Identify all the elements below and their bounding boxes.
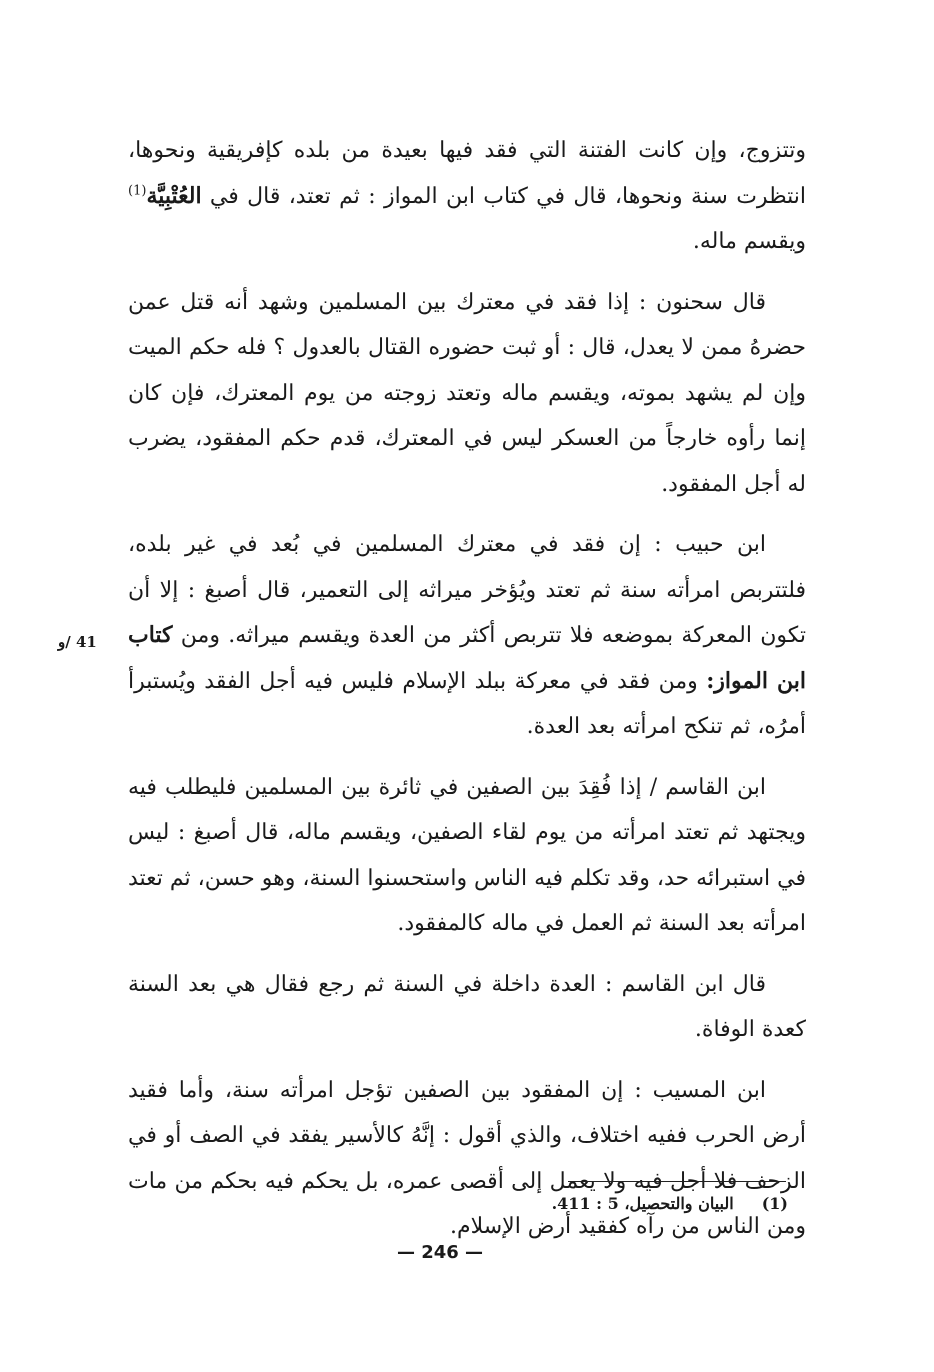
paragraph-1-text-before: وتتزوج، وإن كانت الفتنة التي فقد فيها بعيدة من بلده كإفريقية ونحوها، انتظرت سنة ونحوها، قال في كتاب ابن المواز : ثم تعتد، قال في [128, 138, 806, 209]
paragraph-3 [128, 522, 806, 750]
manuscript-folio-note: 41 /و [58, 633, 97, 651]
ibn-al-mawwaz-book-term: كتاب ابن المواز: [128, 622, 806, 694]
paragraph-6: ابن المسيب : إن المفقود بين الصفين تؤجل امرأته سنة، وأما فقيد أرض الحرب ففيه اختلاف، والذي أقول : إنَّهُ كالأسير يفقد في الصف أو في الزحف فلا أجل فيه ولا يعمل إلى أقصى عمره، بل يحكم فيه بحكم من مات ومن الناس من رآه كفقيد أرض الإسلام. [128, 1077, 806, 1239]
paragraph-4: ابن القاسم / إذا فُقِدَ بين الصفين في ثائرة بين المسلمين فليطلب فيه ويجتهد ثم تعتد امرأته من يوم لقاء الصفين، ويقسم ماله، قال أصبغ : ليس في استبرائه حد، وقد تكلم فيه الناس واستحسنوا السنة، وهو حسن، ثم تعتد امرأته بعد السنة ثم العمل في ماله كالمفقود. [128, 774, 806, 936]
paragraph-5: قال ابن القاسم : العدة داخلة في السنة ثم رجع فقال هي بعد السنة كعدة الوفاة. [128, 971, 806, 1042]
footnote [400, 1194, 788, 1213]
paragraph-1-text-after: ويقسم ماله. [692, 229, 806, 254]
paragraph-3-text-before: ابن حبيب : إن فقد في معترك المسلمين في بُعد في غير بلده، فلتتربص امرأته سنة ثم تعتد ويُؤخر ميراثه إلى التعمير، قال أصبغ : إلا أن تكون المعركة بموضعه فلا تتربص أكثر من العدة ويقسم ميراثه. ومن [128, 532, 807, 648]
footnote-reference[interactable]: (1) [128, 183, 147, 199]
paragraph-2: قال سحنون : إذا فقد في معترك بين المسلمين وشهد أنه قتل عمن حضرهُ ممن لا يعدل، قال : أو ثبت حضوره القتال بالعدول ؟ فله حكم الميت وإن لم يشهد بموته، ويقسم ماله وتعتد زوجته من يوم المعترك، فإن كان إنما رأوه خارجاً من العسكر ليس في المعترك، قدم حكم المفقود، يضرب له أجل المفقود. [128, 289, 806, 497]
footnote-text: البيان والتحصيل، 5 : 411. [551, 1194, 734, 1213]
paragraph-1 [128, 128, 806, 265]
page-number: — 246 — [396, 1242, 484, 1263]
main-text [128, 128, 806, 1265]
footnote-divider [568, 1181, 786, 1182]
paragraph-3-text-after: ومن فقد في معركة ببلد الإسلام فليس فيه أجل الفقد ويُستبرأ أمرُه، ثم تنكح امرأته بعد العدة. [128, 668, 806, 739]
utbiyya-term: العُتْبِيَّة [146, 182, 202, 209]
footnote-marker: (1) [761, 1194, 788, 1213]
